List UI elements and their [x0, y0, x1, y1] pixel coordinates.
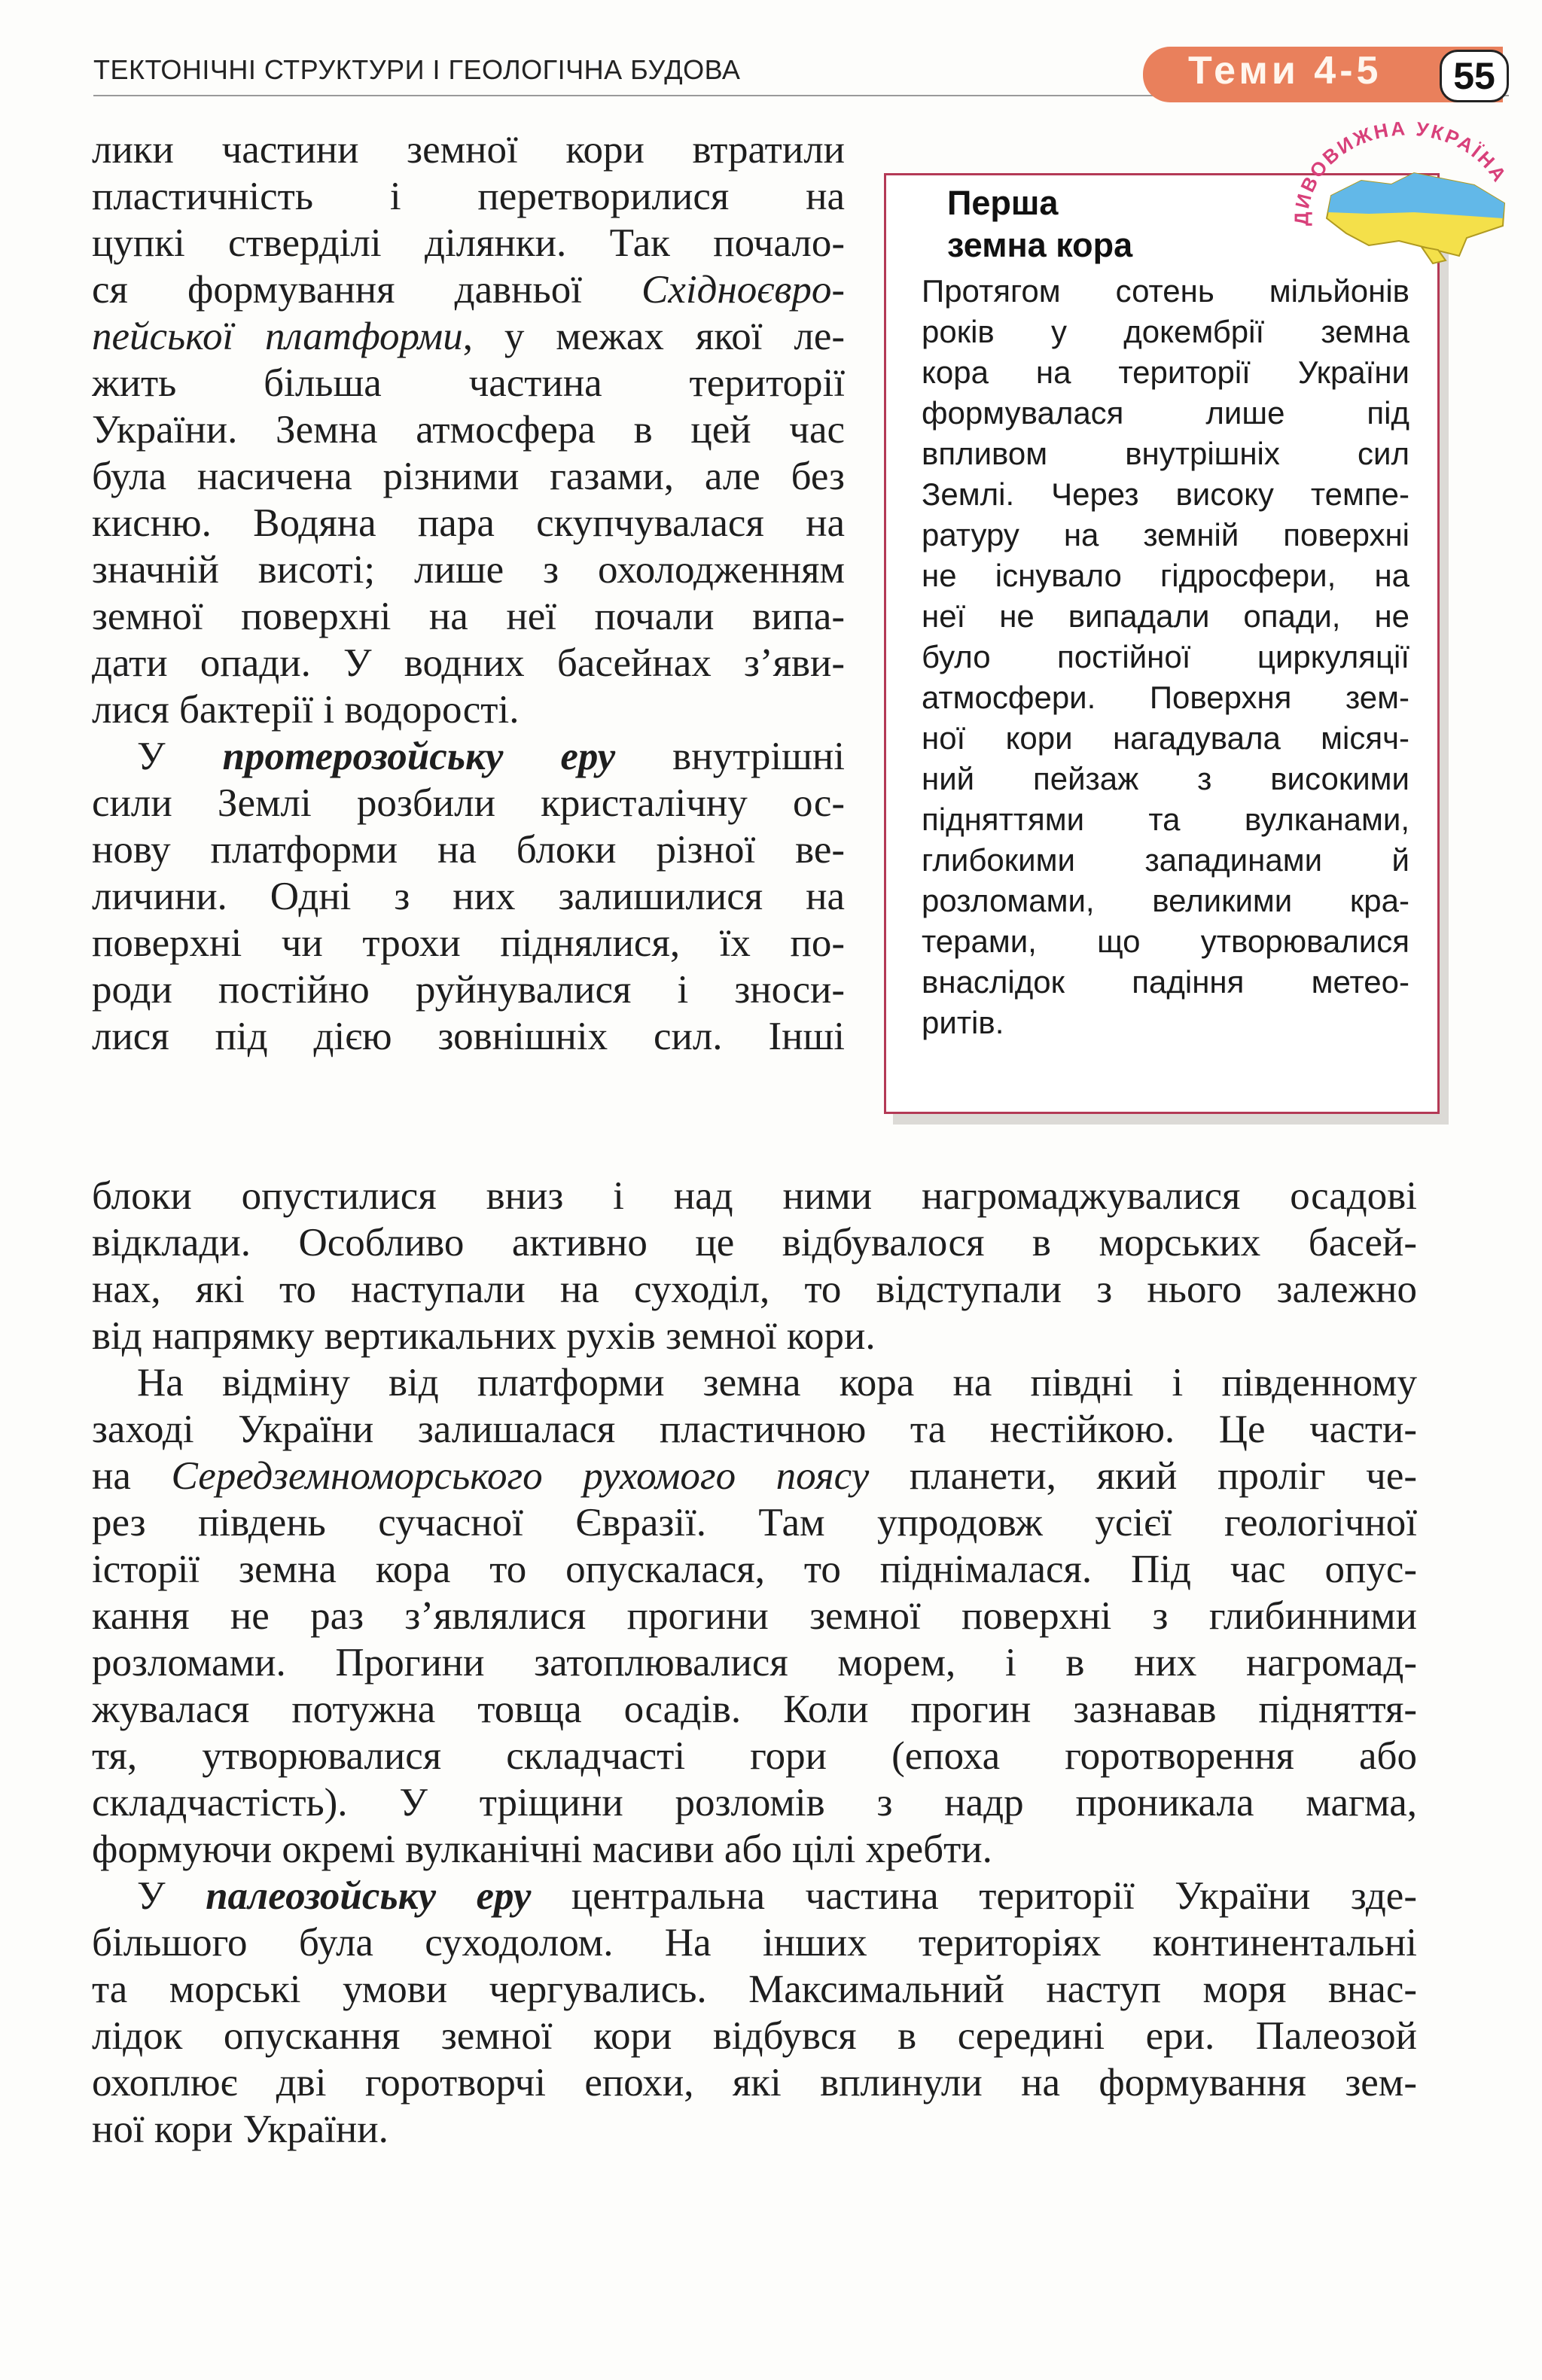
sidebar-text	[922, 271, 1409, 1043]
svg-text:ДИВОВИЖНА УКРАЇНА: ДИВОВИЖНА УКРАЇНА	[1290, 117, 1513, 227]
text-line	[92, 500, 845, 546]
text-run: лися під дією зовнішніх сил. Інші	[92, 1015, 845, 1058]
text-run: На відміну від платформи земна кора на півдні і південному	[137, 1361, 1417, 1405]
sidebar-line: внаслідок падіння метео-	[922, 964, 1409, 1000]
text-run: ся формування давньої	[92, 268, 642, 312]
text-line	[92, 733, 845, 780]
ukraine-map-icon	[1278, 113, 1531, 286]
emblem-text	[1278, 113, 1279, 114]
sidebar-line: Землі. Через високу темпе-	[922, 476, 1409, 512]
sidebar-line: не існувало гідросфери, на	[922, 558, 1409, 593]
text-run: нах, які то наступали на суходіл, то відступали з нього залежно	[92, 1268, 1417, 1311]
text-line	[92, 1013, 845, 1060]
text-run: заході України залишалася пластичною та нестійкою. Це части-	[92, 1408, 1417, 1451]
text-run: жувалася потужна товща осадів. Коли прогин зазнавав підняття-	[92, 1688, 1417, 1731]
text-run: роди постійно руйнувалися і зноси-	[92, 968, 845, 1012]
text-run: кання не раз з’являлися прогини земної поверхні з глибинними	[92, 1594, 1417, 1638]
sidebar-line: розломами, великими кра-	[922, 883, 1409, 918]
text-run: пейської платформи	[92, 315, 463, 358]
text-run: та морські умови чергувались. Максимальний наступ моря внас-	[92, 1968, 1417, 2011]
text-run: тя, утворювалися складчасті гори (епоха горотворення або	[92, 1734, 1417, 1778]
text-run: Східноєвро-	[641, 268, 845, 312]
text-line	[92, 1779, 1417, 1826]
text-line	[92, 406, 845, 453]
text-run: лідок опускання земної кори відбувся в середині ери. Палеозой	[92, 2014, 1417, 2058]
text-run: жить більша частина території	[92, 361, 845, 405]
running-title: ТЕКТОНІЧНІ СТРУКТУРИ І ГЕОЛОГІЧНА БУДОВА	[93, 54, 741, 85]
text-line	[92, 1406, 1417, 1453]
text-line	[92, 546, 845, 593]
sidebar-line: глибокими западинами й	[922, 842, 1409, 878]
text-line	[92, 1173, 1417, 1219]
sidebar-line: ний пейзаж з високими	[922, 761, 1409, 796]
text-run: від напрямку вертикальних рухів земної кори.	[92, 1314, 876, 1358]
text-run: нову платформи на блоки різної ве-	[92, 828, 845, 872]
text-run: історії земна кора то опускалася, то піднімалася. Під час опус-	[92, 1548, 1417, 1591]
text-line	[92, 1873, 1417, 1919]
text-line	[92, 2106, 1417, 2153]
text-line	[92, 920, 845, 966]
text-run: лики частини земної кори втратили	[92, 128, 845, 172]
text-run: охоплює дві горотворчі епохи, які вплинули на формування зем-	[92, 2061, 1417, 2105]
sidebar-title-line: земна кора	[947, 226, 1133, 264]
text-run: формуючи окремі вулканічні масиви або цілі хребти.	[92, 1828, 992, 1871]
text-line	[92, 1686, 1417, 1733]
text-line	[92, 126, 845, 173]
sidebar-line: кора на території України	[922, 355, 1409, 390]
sidebar-line: впливом внутрішніх сил	[922, 436, 1409, 471]
text-run: , у межах якої ле-	[462, 315, 845, 358]
text-run: палеозойську еру	[206, 1874, 532, 1918]
sidebar-line: неї не випадали опади, не	[922, 598, 1409, 634]
text-run: ної кори України.	[92, 2108, 389, 2151]
text-line	[92, 593, 845, 640]
text-line	[92, 1639, 1417, 1686]
text-line	[92, 1266, 1417, 1313]
sidebar-line: Протягом сотень мільйонів	[922, 273, 1409, 309]
text-run: сили Землі розбили кристалічну ос-	[92, 781, 845, 825]
sidebar-line: терами, що утворювалися	[922, 924, 1409, 959]
text-run: У	[137, 1874, 206, 1918]
text-run: планети, який проліг че-	[869, 1454, 1417, 1498]
sidebar-line: формувалася лише під	[922, 395, 1409, 431]
text-line	[92, 1919, 1417, 1966]
text-run: поверхні чи трохи піднялися, їх по-	[92, 921, 845, 965]
text-line	[92, 2059, 1417, 2106]
text-run: земної поверхні на неї почали випа-	[92, 595, 845, 638]
body-text-left-column	[92, 126, 845, 1060]
text-line	[92, 173, 845, 220]
text-line	[92, 220, 845, 266]
text-run: складчастість). У тріщини розломів з надр проникала магма,	[92, 1781, 1417, 1825]
text-line	[92, 640, 845, 686]
text-line	[92, 966, 845, 1013]
sidebar-title	[947, 182, 1132, 266]
topic-label: Теми 4-5	[1188, 49, 1382, 93]
page-number: 55	[1440, 50, 1509, 102]
text-run: кисню. Водяна пара скупчувалася на	[92, 501, 845, 545]
body-text-full-column	[92, 1173, 1417, 2153]
sidebar-line: років у докембрії земна	[922, 314, 1409, 349]
text-line	[92, 873, 845, 920]
text-run: пластичність і перетворилися на	[92, 175, 845, 218]
text-line	[92, 1359, 1417, 1406]
sidebar-title-line: Перша	[947, 184, 1059, 222]
text-line	[92, 1219, 1417, 1266]
text-run: У	[137, 735, 223, 778]
sidebar-line: підняттями та вулканами,	[922, 802, 1409, 837]
sidebar-line: ної кори нагадувала місяч-	[922, 720, 1409, 756]
text-line	[92, 1826, 1417, 1873]
text-run: личини. Одні з них залишилися на	[92, 875, 845, 918]
text-run: на	[92, 1454, 172, 1498]
sidebar-line: ратуру на земній поверхні	[922, 517, 1409, 552]
sidebar-line: ритів.	[922, 1005, 1004, 1040]
text-line	[92, 1453, 1417, 1499]
text-run: Середземноморського рухомого поясу	[171, 1454, 870, 1498]
text-run: дати опади. У водних басейнах з’яви-	[92, 641, 845, 685]
text-run: центральна частина території України зде-	[531, 1874, 1417, 1918]
text-line	[92, 1733, 1417, 1779]
text-run: рез південь сучасної Євразії. Там упродовж усієї геологічної	[92, 1501, 1417, 1545]
text-line	[92, 1313, 1417, 1359]
text-line	[92, 313, 845, 360]
text-line	[92, 826, 845, 873]
text-line	[92, 1546, 1417, 1593]
ukraine-map-emblem	[1278, 113, 1531, 286]
text-line	[92, 453, 845, 500]
text-run: України. Земна атмосфера в цей час	[92, 408, 845, 452]
text-line	[92, 1499, 1417, 1546]
text-line	[92, 360, 845, 406]
text-line	[92, 266, 845, 313]
text-line	[92, 1966, 1417, 2013]
text-run: цупкі стверділі ділянки. Так почало-	[92, 221, 845, 265]
text-run: відклади. Особливо активно це відбувалося в морських басей-	[92, 1221, 1417, 1265]
text-run: блоки опустилися вниз і над ними нагромаджувалися осадові	[92, 1174, 1417, 1218]
text-run: була насичена різними газами, але без	[92, 455, 845, 498]
text-run: більшого була суходолом. На інших територіях континентальні	[92, 1921, 1417, 1965]
sidebar-line: атмосфери. Поверхня зем-	[922, 680, 1409, 715]
text-line	[92, 1593, 1417, 1639]
text-run: значній висоті; лише з охолодженням	[92, 548, 845, 592]
text-line	[92, 2013, 1417, 2059]
text-run: лися бактерії і водорості.	[92, 688, 520, 732]
sidebar-line: було постійної циркуляції	[922, 639, 1409, 674]
text-run: розломами. Прогини затоплювалися морем, і в них нагромад-	[92, 1641, 1417, 1685]
text-line	[92, 780, 845, 826]
text-run: протерозойську еру	[222, 735, 616, 778]
text-line	[92, 686, 845, 733]
text-run: внутрішні	[615, 735, 845, 778]
